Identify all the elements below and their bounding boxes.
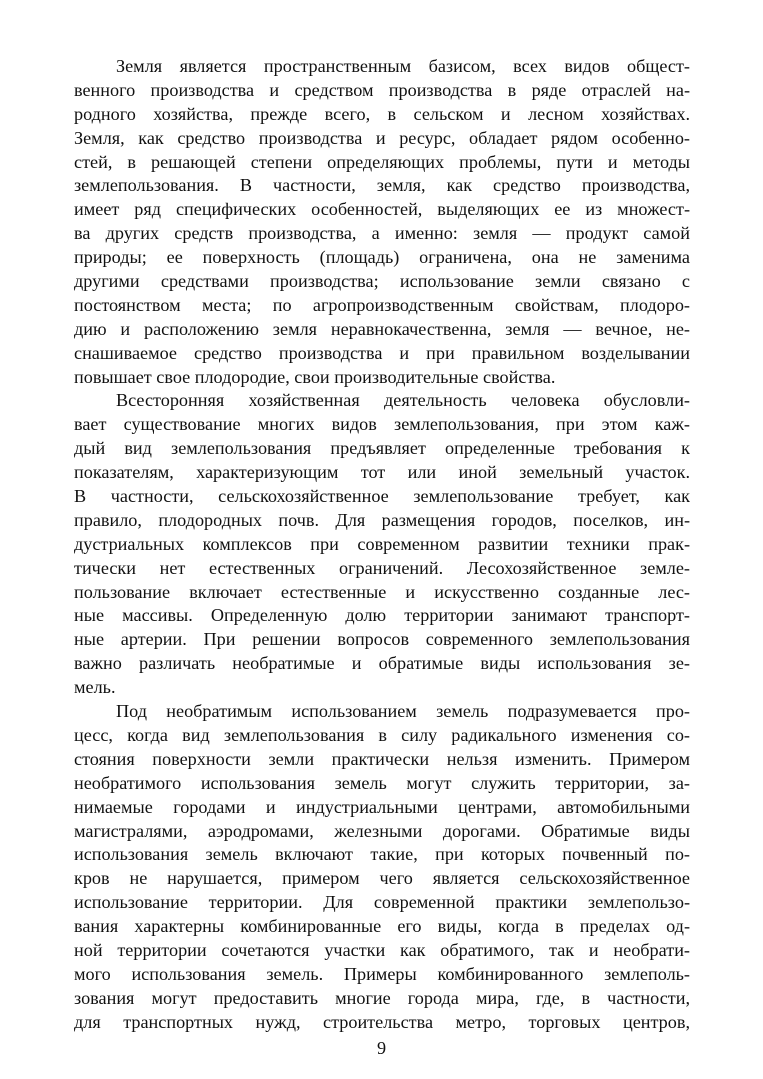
text-line: В частности, сельскохозяйственное землепользование требует, как (74, 486, 690, 507)
text-line: кров не нарушается, примером чего является сельскохозяйственное (74, 868, 690, 889)
paragraph-1 (74, 55, 690, 389)
text-line: показателям, характеризующим тот или иной земельный участок. (74, 462, 690, 483)
text-line: правило, плодородных почв. Для размещения городов, поселков, ин- (74, 509, 690, 530)
text-line: постоянством места; по агропроизводственным свойствам, плодоро- (74, 294, 690, 315)
text-line: необратимого использования земель могут служить территории, за- (74, 772, 690, 793)
text-line: стояния поверхности земли практически нельзя изменить. Примером (74, 748, 690, 769)
paragraph-3 (74, 700, 690, 1034)
text-line: использование территории. Для современной практики землепользо- (74, 892, 690, 913)
text-line: вает существование многих видов землепользования, при этом каж- (74, 414, 690, 435)
text-line: стей, в решающей степени определяющих проблемы, пути и методы (74, 151, 690, 172)
text-line: ва других средств производства, а именно: земля — продукт самой (74, 223, 690, 244)
text-line: нимаемые городами и индустриальными центрами, автомобильными (74, 796, 690, 817)
text-line: дию и расположению земля неравнокачественна, земля — вечное, не- (74, 318, 690, 339)
text-line: повышает свое плодородие, свои производительные свойства. (74, 366, 556, 387)
paragraph-2 (74, 389, 690, 700)
text-line: цесс, когда вид землепользования в силу радикального изменения со- (74, 724, 690, 745)
text-line: вания характерны комбинированные его виды, когда в пределах од- (74, 916, 690, 937)
text-line: природы; ее поверхность (площадь) ограничена, она не заменима (74, 247, 690, 268)
text-line: мель. (74, 677, 116, 698)
text-line: Земля является пространственным базисом, всех видов общест- (116, 56, 690, 76)
text-line: венного производства и средством производства в ряде отраслей на- (74, 79, 690, 100)
text-line: важно различать необратимые и обратимые виды использования зе- (74, 653, 690, 674)
text-line: мого использования земель. Примеры комбинированного землеполь- (74, 963, 690, 984)
text-line: родного хозяйства, прежде всего, в сельском и лесном хозяйствах. (74, 103, 690, 124)
page-number: 9 (376, 1038, 387, 1058)
text-line: ные артерии. При решении вопросов современного землепользования (74, 629, 690, 650)
text-line: Всесторонняя хозяйственная деятельность человека обусловли- (116, 390, 690, 411)
text-line: Земля, как средство производства и ресурс, обладает рядом особенно- (74, 127, 690, 148)
text-line: пользование включает естественные и искусственно созданные лес- (74, 581, 690, 602)
text-line: зования могут предоставить многие города мира, где, в частности, (74, 987, 690, 1008)
text-line: тически нет естественных ограничений. Лесохозяйственное земле- (74, 557, 690, 578)
text-line: другими средствами производства; использование земли связано с (74, 271, 690, 292)
text-line: дый вид землепользования предъявляет определенные требования к (74, 438, 690, 459)
text-line: снашиваемое средство производства и при правильном возделывании (74, 342, 690, 363)
text-line: ной территории сочетаются участки как обратимого, так и необрати- (74, 939, 690, 960)
text-line: землепользования. В частности, земля, как средство производства, (74, 175, 690, 196)
text-line: имеет ряд специфических особенностей, выделяющих ее из множест- (74, 199, 690, 220)
text-line: ные массивы. Определенную долю территории занимают транспорт- (74, 605, 690, 626)
page-body (74, 55, 690, 1065)
text-line: для транспортных нужд, строительства метро, торговых центров, (74, 1011, 690, 1032)
text-line: магистралями, аэродромами, железными дорогами. Обратимые виды (74, 820, 690, 841)
text-line: использования земель включают такие, при которых почвенный по- (74, 844, 690, 865)
text-line: Под необратимым использованием земель подразумевается про- (116, 701, 690, 722)
text-line: дустриальных комплексов при современном развитии техники прак- (74, 533, 690, 554)
